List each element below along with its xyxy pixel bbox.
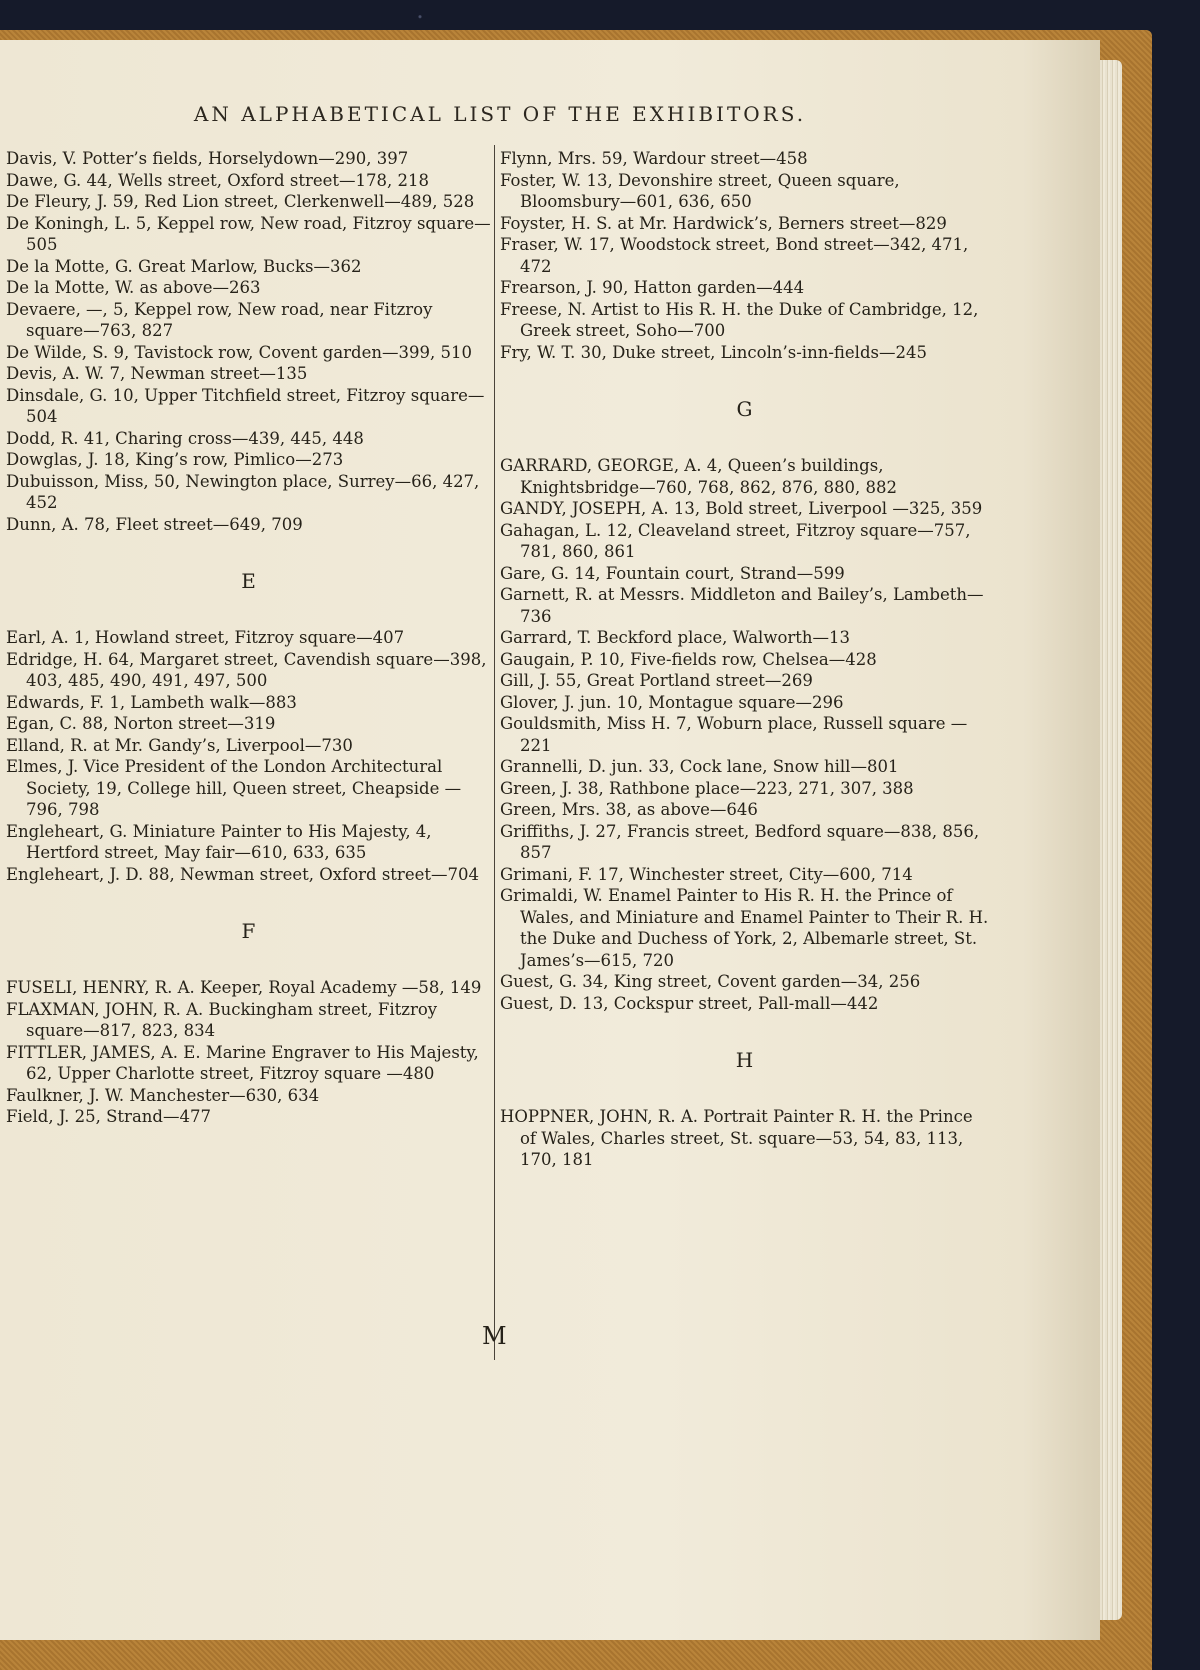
list-item: Dodd, R. 41, Charing cross—439, 445, 448 bbox=[6, 428, 364, 448]
list-item: De la Motte, W. as above—263 bbox=[6, 278, 261, 297]
list-item: Egan, C. 88, Norton street—319 bbox=[6, 714, 276, 733]
list-item: De la Motte, G. Great Marlow, Bucks—362 bbox=[6, 256, 362, 276]
list-item: Dinsdale, G. 10, Upper Titchfield street, Fitzroy square—504 bbox=[6, 385, 485, 426]
list-item: Frearson, J. 90, Hatton garden—444 bbox=[500, 278, 805, 297]
column-divider bbox=[494, 145, 495, 1360]
list-item: De Fleury, J. 59, Red Lion street, Clerkenwell—489, 528 bbox=[6, 192, 475, 211]
list-item: Green, J. 38, Rathbone place—223, 271, 307, 388 bbox=[500, 778, 914, 798]
list-item: Foster, W. 13, Devonshire street, Queen square, Bloomsbury—601, 636, 650 bbox=[500, 170, 900, 211]
list-item: Engleheart, J. D. 88, Newman street, Oxford street—704 bbox=[6, 864, 479, 884]
list-item: Dubuisson, Miss, 50, Newington place, Surrey—66, 427, 452 bbox=[6, 471, 480, 512]
list-item: Field, J. 25, Strand—477 bbox=[6, 1107, 211, 1126]
list-item: GANDY, JOSEPH, A. 13, Bold street, Liverpool —325, 359 bbox=[500, 499, 983, 518]
list-item: Green, Mrs. 38, as above—646 bbox=[500, 800, 758, 819]
list-item: Garnett, R. at Messrs. Middleton and Bailey’s, Lambeth—736 bbox=[500, 585, 984, 626]
catchword: M bbox=[482, 1322, 507, 1350]
list-item: Davis, V. Potter’s fields, Horselydown—290, 397 bbox=[6, 149, 409, 168]
list-item: Grimaldi, W. Enamel Painter to His R. H. the Prince of Wales, and Miniature and Enamel Painter to Their R. H. the Duke and Duchess of York, 2, Albemarle street, St. James’s—615, 720 bbox=[500, 886, 989, 970]
list-item: Dowglas, J. 18, King’s row, Pimlico—273 bbox=[6, 450, 344, 469]
list-item: HOPPNER, JOHN, R. A. Portrait Painter R. H. the Prince of Wales, Charles street, St. square—53, 54, 83, 113, 170, 181 bbox=[500, 1107, 973, 1169]
list-item: Flynn, Mrs. 59, Wardour street—458 bbox=[500, 149, 808, 168]
entries-e bbox=[6, 627, 492, 885]
section-heading-g: G bbox=[736, 397, 754, 421]
list-item: Guest, G. 34, King street, Covent garden—34, 256 bbox=[500, 972, 921, 991]
list-item: FLAXMAN, JOHN, R. A. Buckingham street, Fitzroy square—817, 823, 834 bbox=[6, 999, 438, 1040]
list-item: Foyster, H. S. at Mr. Hardwick’s, Berners street—829 bbox=[500, 213, 947, 233]
entries-h bbox=[500, 1106, 990, 1171]
list-item: Edridge, H. 64, Margaret street, Cavendish square—398, 403, 485, 490, 491, 497, 500 bbox=[6, 649, 487, 690]
list-item: Gahagan, L. 12, Cleaveland street, Fitzroy square—757, 781, 860, 861 bbox=[500, 520, 971, 561]
list-item: Gare, G. 14, Fountain court, Strand—599 bbox=[500, 563, 845, 583]
list-item: Grimani, F. 17, Winchester street, City—600, 714 bbox=[500, 864, 913, 884]
list-item: FUSELI, HENRY, R. A. Keeper, Royal Academy —58, 149 bbox=[6, 978, 482, 997]
right-column bbox=[500, 148, 990, 1171]
list-item: Devaere, —, 5, Keppel row, New road, near Fitzroy square—763, 827 bbox=[6, 299, 433, 340]
list-item: Guest, D. 13, Cockspur street, Pall-mall—442 bbox=[500, 993, 879, 1013]
list-item: Fry, W. T. 30, Duke street, Lincoln’s-inn-fields—245 bbox=[500, 342, 927, 362]
list-item: Engleheart, G. Miniature Painter to His Majesty, 4, Hertford street, May fair—610, 633, 635 bbox=[6, 821, 432, 862]
book-page bbox=[0, 40, 1100, 1640]
list-item: Dawe, G. 44, Wells street, Oxford street—178, 218 bbox=[6, 170, 429, 190]
list-item: Dunn, A. 78, Fleet street—649, 709 bbox=[6, 514, 303, 534]
list-item: Elmes, J. Vice President of the London Architectural Society, 19, College hill, Queen street, Cheapside —796, 798 bbox=[6, 757, 462, 819]
entries-f-right bbox=[500, 148, 990, 363]
list-item: De Koningh, L. 5, Keppel row, New road, Fitzroy square—505 bbox=[6, 213, 491, 254]
list-item: Gill, J. 55, Great Portland street—269 bbox=[500, 671, 813, 690]
running-head: AN ALPHABETICAL LIST OF THE EXHIBITORS. bbox=[193, 102, 807, 126]
list-item: Faulkner, J. W. Manchester—630, 634 bbox=[6, 1085, 320, 1105]
left-column bbox=[6, 148, 492, 1128]
entries-f-left bbox=[6, 977, 492, 1128]
list-item: Glover, J. jun. 10, Montague square—296 bbox=[500, 692, 844, 712]
list-item: Gouldsmith, Miss H. 7, Woburn place, Russell square —221 bbox=[500, 714, 968, 755]
entries-g bbox=[500, 455, 990, 1014]
list-item: Garrard, T. Beckford place, Walworth—13 bbox=[500, 628, 851, 647]
list-item: Griffiths, J. 27, Francis street, Bedford square—838, 856, 857 bbox=[500, 821, 980, 862]
list-item: Edwards, F. 1, Lambeth walk—883 bbox=[6, 692, 297, 712]
list-item: Freese, N. Artist to His R. H. the Duke of Cambridge, 12, Greek street, Soho—700 bbox=[500, 299, 979, 340]
list-item: GARRARD, GEORGE, A. 4, Queen’s buildings, Knightsbridge—760, 768, 862, 876, 880, 882 bbox=[500, 456, 898, 497]
list-item: FITTLER, JAMES, A. E. Marine Engraver to His Majesty, 62, Upper Charlotte street, Fitzroy square —480 bbox=[6, 1042, 479, 1083]
section-heading-f: F bbox=[241, 919, 257, 943]
section-heading-e: E bbox=[241, 569, 257, 593]
list-item: De Wilde, S. 9, Tavistock row, Covent garden—399, 510 bbox=[6, 342, 472, 362]
list-item: Elland, R. at Mr. Gandy’s, Liverpool—730 bbox=[6, 735, 353, 755]
list-item: Fraser, W. 17, Woodstock street, Bond street—342, 471, 472 bbox=[500, 235, 969, 276]
list-item: Earl, A. 1, Howland street, Fitzroy square—407 bbox=[6, 628, 405, 647]
list-item: Devis, A. W. 7, Newman street—135 bbox=[6, 364, 308, 383]
list-item: Gaugain, P. 10, Five-fields row, Chelsea—428 bbox=[500, 649, 877, 669]
section-heading-h: H bbox=[735, 1048, 755, 1072]
entries-d bbox=[6, 148, 492, 535]
list-item: Grannelli, D. jun. 33, Cock lane, Snow hill—801 bbox=[500, 757, 899, 776]
